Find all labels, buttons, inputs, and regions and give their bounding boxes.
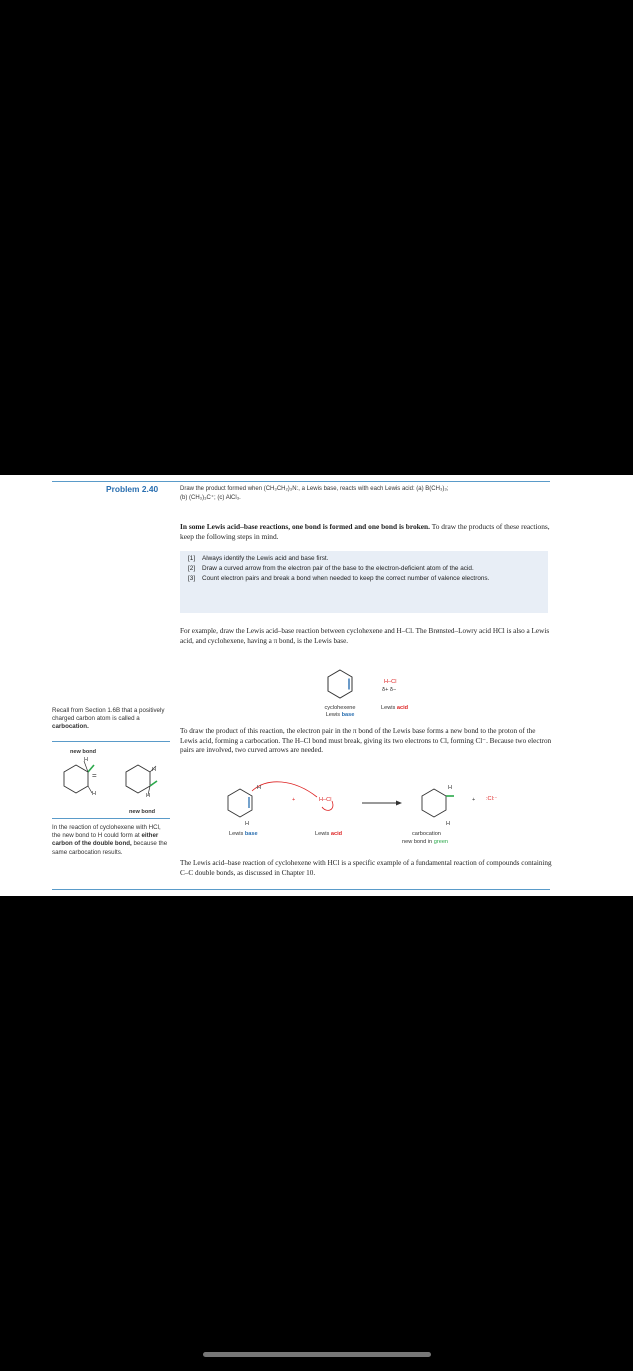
cyclohexene-label: cyclohexene (324, 705, 356, 711)
top-rule (52, 481, 550, 482)
lewis-base-h: H (257, 785, 262, 791)
step-2: [2] Draw a curved arrow from the electron pair of the base to the electron-deficient atom of the acid. (188, 565, 474, 572)
sidebar-recall: Recall from Section 1.6B that a positively charged carbon atom is called a carbocation. (52, 707, 165, 731)
carbocation-h: H (448, 785, 453, 791)
carbocation-h-2: H (446, 821, 451, 827)
sidebar-h-1: H (84, 757, 89, 763)
hcl-formula: H–Cl (384, 679, 397, 685)
problem-label: Problem 2.40 (106, 484, 159, 494)
sidebar-equals: = (92, 771, 97, 780)
sidebar-h-3: H (152, 767, 157, 773)
new-bond-green-label: new bond in green (402, 839, 449, 845)
intro-bold: In some Lewis acid–base reactions, one bond is formed and one bond is broken. (180, 522, 431, 531)
cyclohexene-structure (320, 667, 360, 701)
sidebar-new-bond-top: new bond (70, 749, 97, 755)
closing-paragraph: The Lewis acid–base reaction of cyclohexene with HCl is a specific example of a fundamental reaction of compounds containing C–C double bonds, as discussed in Chapter 10. (180, 859, 552, 877)
step-3: [3] Count electron pairs and break a bond when needed to keep the correct number of valence electrons. (188, 575, 490, 582)
sidebar-note: In the reaction of cyclohexene with HCl, the new bond to H could form at either carbon of the double bond, because the same carbocation results. (52, 824, 168, 856)
lewis-base-h-2: H (245, 821, 250, 827)
plus-sign: + (292, 797, 296, 803)
home-indicator[interactable] (203, 1352, 431, 1357)
product-paragraph: To draw the product of this reaction, the electron pair in the π bond of the Lewis base forms a new bond to the proton of the Lewis acid, forming a carbocation. The H–Cl bond must break, giving its two electrons to Cl, forming Cl⁻. Because two electron pairs are involved, two curved arrows are needed. (180, 727, 552, 755)
sidebar-carbocation-structures (58, 757, 170, 801)
example-paragraph: For example, draw the Lewis acid–base reaction between cyclohexene and H–Cl. The Brønsted–Lowry acid HCl is also a Lewis acid, and cyclohexene, having a π bond, is the Lewis base. (180, 627, 550, 645)
partial-charges: δ+ δ− (382, 687, 397, 693)
reactant-lewis-acid-label: Lewis acid (315, 831, 343, 837)
chloride-ion: :Cl:⁻ (486, 796, 498, 802)
sidebar-new-bond-bottom: new bond (129, 809, 156, 815)
sidebar-rule-2 (52, 818, 170, 819)
intro-rest: To draw the products of these reactions, keep the following steps in mind. (180, 522, 550, 541)
plus-sign-2: + (472, 797, 476, 803)
hcl-in-reaction: H–Cl (319, 797, 332, 803)
lewis-acid-label: Lewis acid (381, 705, 409, 711)
textbook-page (0, 475, 633, 896)
step-1: [1] Always identify the Lewis acid and base first. (188, 555, 329, 562)
sidebar-rule (52, 741, 170, 742)
sidebar-h-2: H (92, 791, 97, 797)
reactant-lewis-base-label: Lewis base (229, 831, 258, 837)
carbocation-label: carbocation (412, 831, 441, 837)
steps-box (180, 551, 548, 613)
problem-line-2: (b) (CH₃)₃C⁺; (c) AlCl₃. (180, 495, 241, 501)
intro-paragraph (180, 522, 552, 542)
problem-text (180, 485, 550, 503)
problem-line-1: Draw the product formed when (CH₃CH₂)₃N:, a Lewis base, reacts with each Lewis acid: (a) B(CH₃)₃; (180, 486, 449, 492)
bottom-rule (52, 889, 550, 890)
reaction-scheme (222, 777, 522, 827)
sidebar-h-4: H (146, 793, 151, 799)
lewis-base-label: Lewis base (325, 712, 355, 718)
